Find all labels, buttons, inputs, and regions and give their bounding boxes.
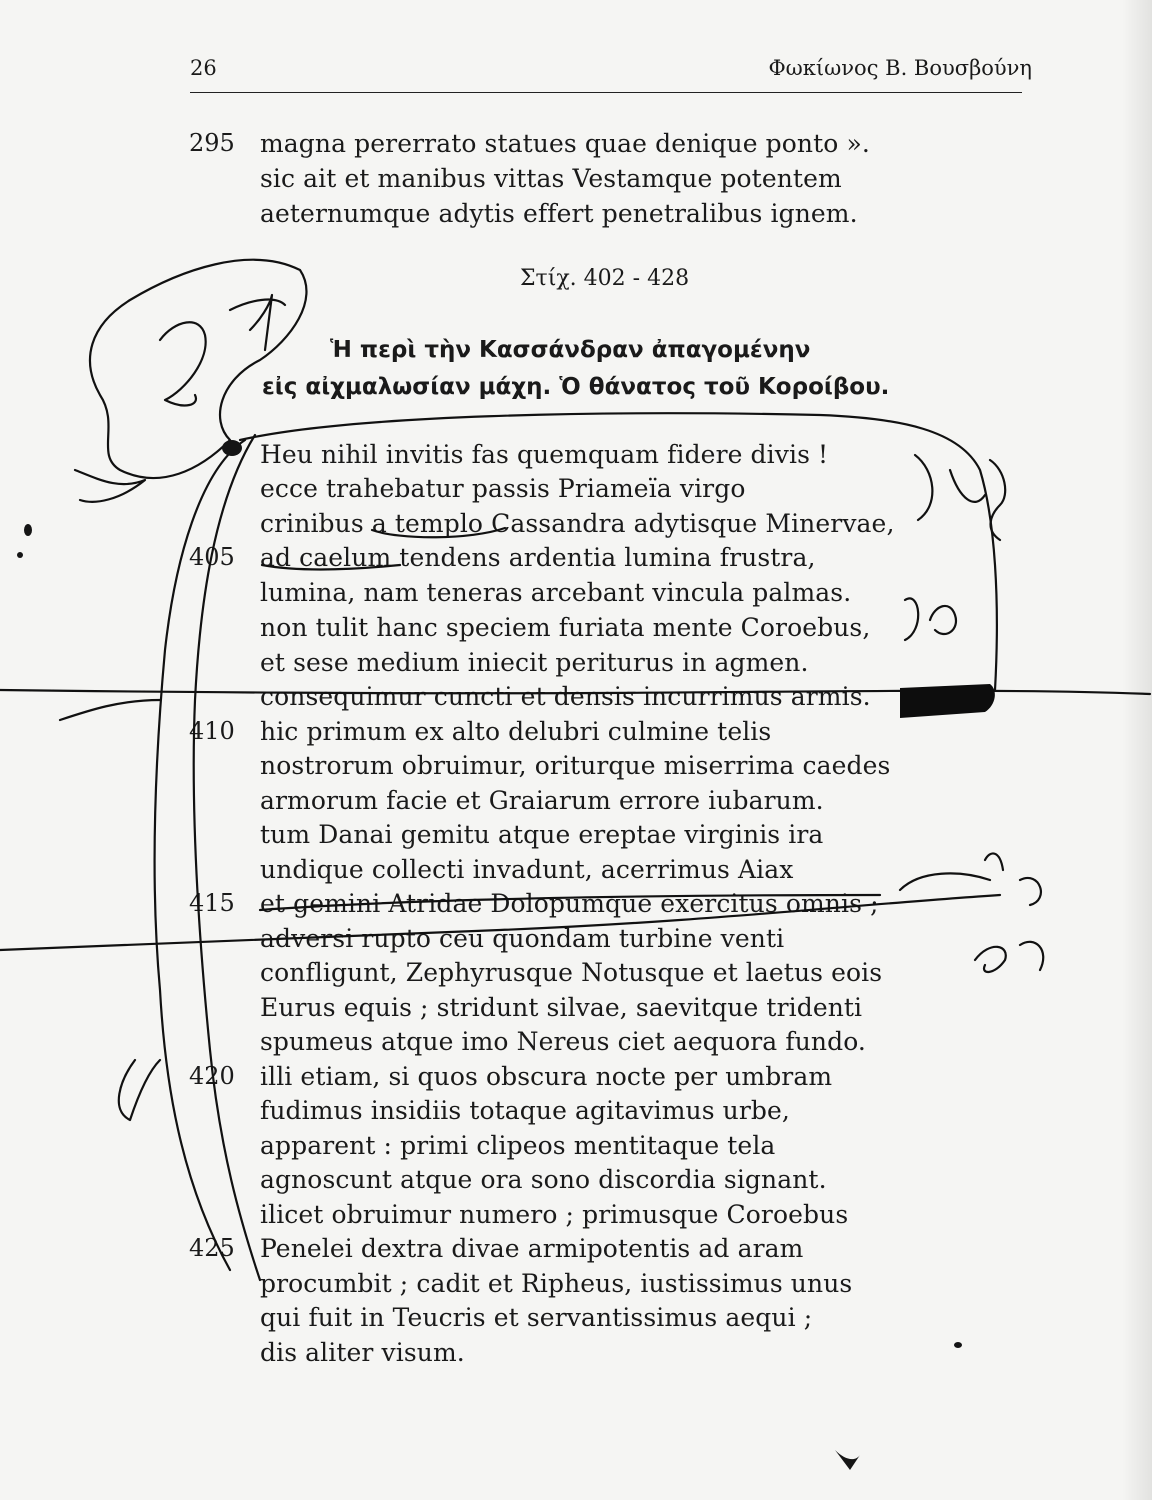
verse-line: sic ait et manibus vittas Vestamque potentem [260, 164, 842, 193]
verse-line: lumina, nam teneras arcebant vincula palmas. [260, 578, 852, 607]
verse-line: illi etiam, si quos obscura nocte per umbram [260, 1062, 833, 1091]
section-reference: Στίχ. 402 - 428 [520, 266, 690, 291]
verse-line: adversi rupto ceu quondam turbine venti [260, 924, 785, 953]
verse-line: undique collecti invadunt, acerrimus Aiax [260, 855, 794, 884]
verse-number: 415 [189, 889, 235, 917]
verse-number: 425 [189, 1234, 235, 1262]
verse-line: armorum facie et Graiarum errore iubarum. [260, 786, 824, 815]
verse-line: aeternumque adytis effert penetralibus ignem. [260, 199, 858, 228]
verse-line: tum Danai gemitu atque ereptae virginis ira [260, 820, 824, 849]
verse-line: qui fuit in Teucris et servantissimus aequi ; [260, 1303, 813, 1332]
ink-dot [222, 440, 242, 456]
verse-line: Eurus equis ; stridunt silvae, saevitque tridenti [260, 993, 863, 1022]
verse-line: hic primum ex alto delubri culmine telis [260, 717, 772, 746]
verse-line: ecce trahebatur passis Priameïa virgo [260, 474, 746, 503]
verse-number: 295 [189, 129, 235, 157]
verse-line: et sese medium iniecit periturus in agmen. [260, 648, 809, 677]
verse-line: agnoscunt atque ora sono discordia signant. [260, 1165, 827, 1194]
running-title: Φωκίωνος Β. Βουσβούνη [768, 56, 1032, 80]
verse-line: dis aliter visum. [260, 1338, 465, 1367]
verse-number: 405 [189, 543, 235, 571]
verse-line: crinibus a templo Cassandra adytisque Minervae, [260, 509, 895, 538]
verse-line: procumbit ; cadit et Ripheus, iustissimus unus [260, 1269, 853, 1298]
header-rule [190, 92, 1022, 93]
verse-line: et gemini Atridae Dolopumque exercitus omnis ; [260, 889, 879, 918]
verse-line: spumeus atque imo Nereus ciet aequora fundo. [260, 1027, 866, 1056]
page-number: 26 [190, 56, 217, 80]
section-heading-line-2: εἰς αἰχμαλωσίαν μάχη. Ὁ θάνατος τοῦ Κοροίβου. [262, 374, 890, 400]
section-heading-line-1: Ἡ περὶ τὴν Κασσάνδραν ἀπαγομένην [330, 337, 811, 363]
verse-line: apparent : primi clipeos mentitaque tela [260, 1131, 776, 1160]
verse-number: 420 [189, 1062, 235, 1090]
verse-line: confligunt, Zephyrusque Notusque et laetus eois [260, 958, 883, 987]
ink-blot [900, 684, 995, 718]
verse-line: non tulit hanc speciem furiata mente Coroebus, [260, 613, 871, 642]
verse-line: ad caelum tendens ardentia lumina frustra, [260, 543, 816, 572]
verse-line: Penelei dextra divae armipotentis ad aram [260, 1234, 804, 1263]
verse-line: fudimus insidiis totaque agitavimus urbe, [260, 1096, 790, 1125]
verse-line: nostrorum obruimur, oriturque miserrima caedes [260, 751, 891, 780]
verse-line: consequimur cuncti et densis incurrimus armis. [260, 682, 871, 711]
page-gutter-shadow [1122, 0, 1152, 1500]
verse-line: ilicet obruimur numero ; primusque Coroebus [260, 1200, 849, 1229]
verse-number: 410 [189, 717, 235, 745]
verse-line: Heu nihil invitis fas quemquam fidere divis ! [260, 440, 829, 469]
verse-line: magna pererrato statues quae denique ponto ». [260, 129, 870, 158]
